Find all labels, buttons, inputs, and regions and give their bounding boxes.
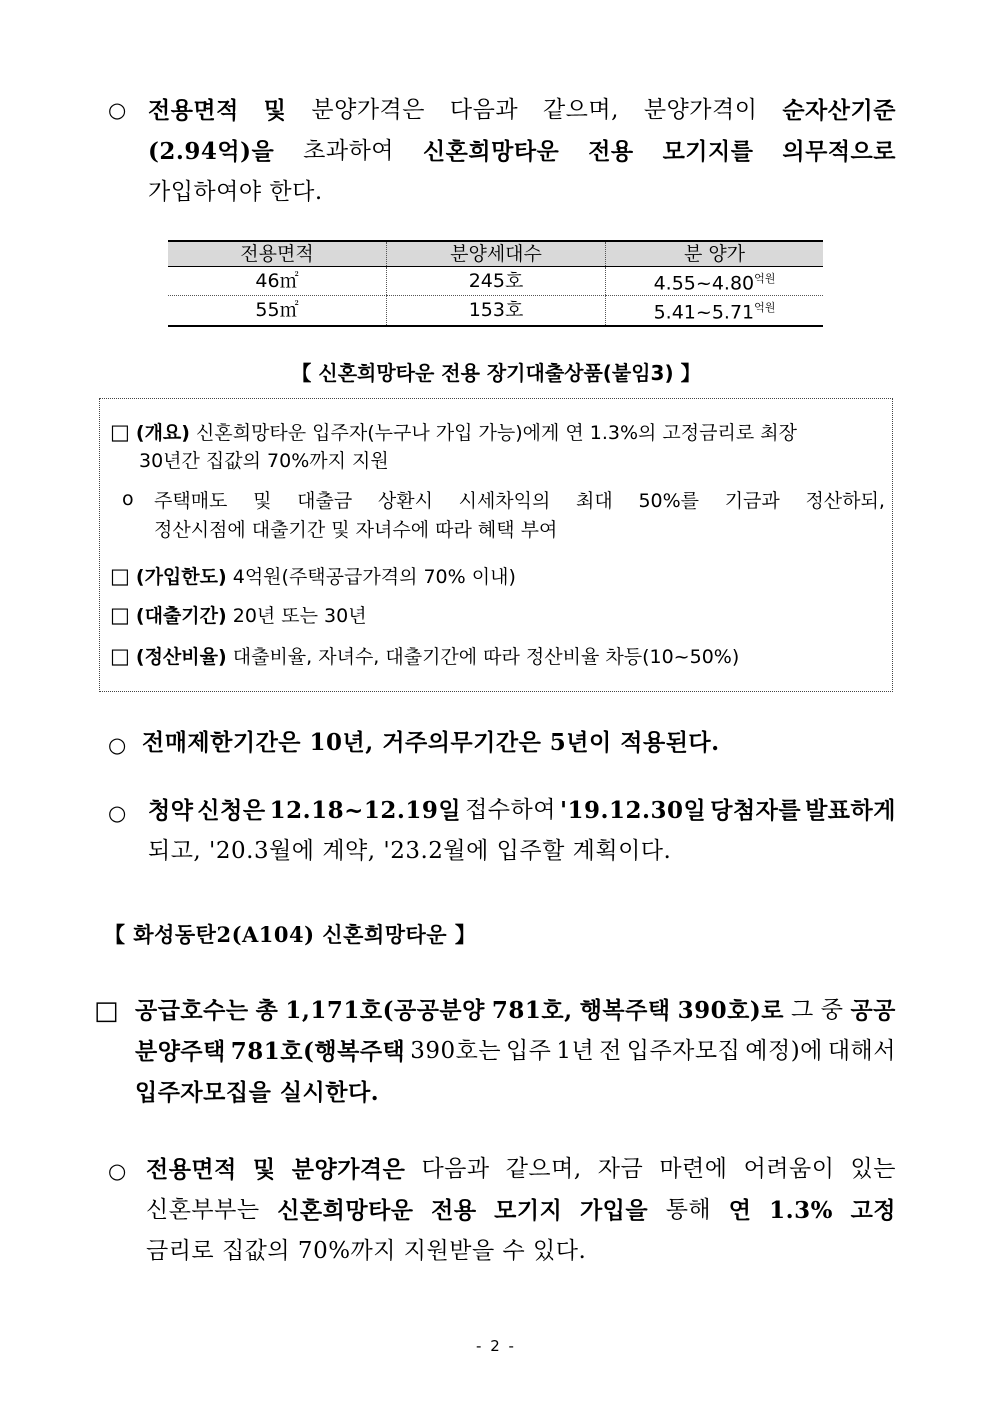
paragraph-line — [146, 1149, 896, 1190]
word: 신혼희망타운 — [277, 1197, 414, 1224]
word: 모기지 — [494, 1197, 563, 1224]
word: 신혼희망타운 — [422, 138, 560, 165]
price-unit: 억원 — [754, 301, 776, 315]
word: 접수하여 — [465, 797, 556, 823]
paragraph-supply — [135, 990, 896, 1113]
column-header-price: 분 양가 — [606, 241, 824, 267]
word: 분양가격은 — [291, 1156, 406, 1183]
paragraph-resale-limit — [142, 722, 720, 763]
loan-subitem-line: 정산시점에 대출기간 및 자녀수에 따라 혜택 부여 — [154, 519, 558, 541]
word: 1,171호(공공분양 — [285, 997, 485, 1024]
word: 전용 — [588, 138, 634, 165]
word: 의무적으로 — [782, 138, 896, 165]
cell-area: 46㎡ — [168, 267, 387, 296]
paragraph-line — [135, 1031, 896, 1072]
bullet-square: □ — [94, 996, 119, 1026]
word: 상환시 — [377, 490, 433, 512]
paragraph-price-intro — [148, 90, 896, 213]
word: 시세차익의 — [458, 490, 551, 512]
square-bullet: □ — [110, 644, 130, 668]
word: '19.12.30일 — [559, 797, 707, 824]
word: 발표하게 — [805, 797, 896, 824]
price-unit: 억원 — [754, 272, 776, 285]
section-title-text: 【 화성동탄2(A104) 신혼희망타운 】 — [104, 922, 477, 947]
paragraph-line: 가입하여야 한다. — [148, 179, 323, 205]
word: 주택매도 — [154, 490, 228, 512]
word: 있는 — [850, 1156, 896, 1182]
word: 가입을 — [579, 1197, 649, 1224]
price-table — [168, 240, 823, 327]
word: 및 — [263, 97, 287, 124]
word: 어려움이 — [743, 1156, 835, 1182]
paragraph-mortgage — [146, 1149, 896, 1272]
word: 공공 — [850, 997, 896, 1024]
word: 중 — [820, 997, 844, 1023]
word: 대출금 — [297, 490, 353, 512]
paragraph-line — [148, 90, 896, 131]
table-header-row — [168, 241, 823, 267]
word: 정산하되, — [805, 490, 885, 512]
item-text: 대출비율, 자녀수, 대출기간에 따라 정산비율 차등(10~50%) — [232, 646, 740, 668]
price-value: 5.41~5.71 — [653, 301, 755, 324]
cell-price — [606, 296, 824, 326]
column-header-units: 분양세대수 — [387, 241, 606, 267]
word: 입주 — [505, 1038, 552, 1064]
word: 예정)에 — [745, 1038, 823, 1064]
paragraph-line: 되고, '20.3월에 계약, '23.2월에 입주할 계획이다. — [148, 838, 672, 864]
word: 다음과 — [449, 97, 519, 123]
paragraph-line — [148, 131, 896, 172]
paragraph-line — [135, 990, 896, 1031]
word: 781호(행복주택 — [230, 1038, 406, 1065]
word: 같으며, — [542, 97, 619, 123]
loan-item-overview — [110, 417, 797, 448]
column-header-area: 전용면적 — [168, 241, 387, 267]
word: 공급호수는 — [135, 997, 249, 1024]
word: 전 — [599, 1038, 622, 1064]
word: 모기지를 — [662, 138, 754, 165]
word: 자금 — [597, 1156, 644, 1182]
bullet-circle: ○ — [108, 801, 127, 825]
word: 전용면적 — [146, 1156, 237, 1183]
paragraph-line: 전매제한기간은 10년, 거주의무기간은 5년이 적용된다. — [142, 729, 720, 756]
word: 행복주택 — [579, 997, 671, 1024]
item-label: (대출기간) — [135, 605, 227, 627]
word: 그 — [790, 997, 814, 1023]
cell-price — [606, 267, 824, 296]
paragraph-line: 금리로 집값의 70%까지 지원받을 수 있다. — [146, 1238, 587, 1264]
word: 분양주택 — [135, 1038, 226, 1065]
loan-section-title: 【 신혼희망타운 전용 장기대출상품(붙임3) 】 — [291, 361, 701, 385]
word: 신혼부부는 — [146, 1197, 260, 1223]
word: 순자산기준 — [782, 97, 896, 124]
word: 12.18~12.19일 — [269, 797, 462, 824]
word: 고정 — [850, 1197, 896, 1224]
word: 781호, — [491, 997, 573, 1024]
word: 및 — [253, 490, 272, 512]
word: 390호는 — [410, 1038, 502, 1064]
paragraph-schedule — [148, 790, 896, 872]
paragraph-line — [148, 790, 896, 831]
item-label: (가입한도) — [135, 566, 227, 588]
bullet-circle: ○ — [108, 98, 127, 122]
page-number: - 2 - — [476, 1337, 516, 1355]
word: 통해 — [665, 1197, 712, 1223]
table-row — [168, 267, 823, 296]
loan-item-overview-cont: 30년간 집값의 70%까지 지원 — [139, 450, 389, 472]
item-label: (개요) — [135, 422, 190, 444]
word: (2.94억)을 — [148, 138, 275, 165]
word: 분양가격은 — [311, 97, 425, 123]
word: 390호)로 — [677, 997, 784, 1024]
square-bullet: □ — [110, 420, 130, 444]
bullet-circle: ○ — [108, 733, 127, 757]
section-title-hwaseong — [104, 914, 476, 955]
word: 50%를 — [638, 490, 700, 512]
word: 당첨자를 — [710, 797, 802, 824]
word: 연 — [728, 1197, 752, 1224]
cell-units: 245호 — [387, 267, 606, 296]
word: 전용면적 — [148, 97, 239, 124]
loan-subitem-line — [154, 486, 885, 516]
word: 신청은 — [197, 797, 266, 824]
item-text: 20년 또는 30년 — [232, 605, 367, 627]
cell-units: 153호 — [387, 296, 606, 326]
word: 1.3% — [769, 1197, 833, 1224]
item-text: 신혼희망타운 입주자(누구나 가입 가능)에게 연 1.3%의 고정금리로 최장 — [196, 422, 797, 444]
item-label: (정산비율) — [135, 646, 227, 668]
word: 분양가격이 — [643, 97, 758, 123]
square-bullet: □ — [110, 603, 130, 627]
loan-item-limit — [110, 561, 516, 592]
paragraph-line: 입주자모집을 실시한다. — [135, 1079, 380, 1106]
price-value: 4.55~4.80 — [653, 272, 755, 295]
word: 기금과 — [724, 490, 780, 512]
word: 최대 — [576, 490, 613, 512]
square-bullet: □ — [110, 564, 130, 588]
word: 마련에 — [659, 1156, 728, 1182]
word: 청약 — [148, 797, 194, 824]
word: 다음과 — [421, 1156, 490, 1182]
word: 1년 — [556, 1038, 595, 1064]
loan-item-period — [110, 600, 367, 631]
cell-area: 55㎡ — [168, 296, 387, 326]
circle-bullet: o — [122, 488, 134, 510]
loan-item-settlement — [110, 641, 739, 672]
word: 및 — [252, 1156, 276, 1183]
table-row — [168, 296, 823, 326]
word: 입주자모집 — [626, 1038, 741, 1064]
word: 대해서 — [827, 1038, 896, 1064]
word: 전용 — [431, 1197, 477, 1224]
word: 초과하여 — [303, 138, 395, 164]
word: 같으며, — [505, 1156, 582, 1182]
item-text: 4억원(주택공급가격의 70% 이내) — [232, 566, 516, 588]
bullet-circle: ○ — [108, 1159, 127, 1183]
paragraph-line — [146, 1190, 896, 1231]
word: 총 — [255, 997, 279, 1024]
